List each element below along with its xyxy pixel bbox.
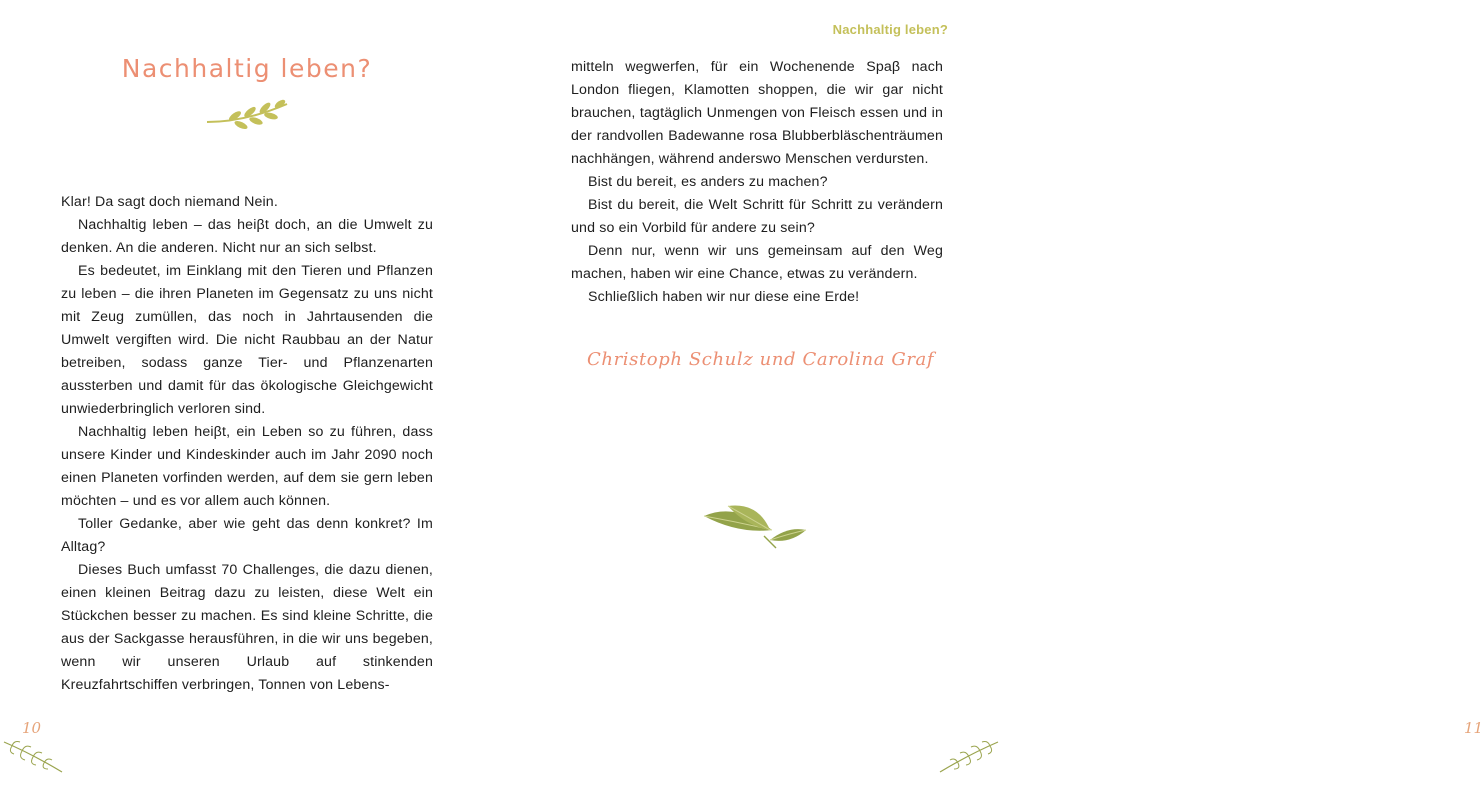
wheat-sprig-icon <box>205 98 291 132</box>
paragraph: Nachhaltig leben heiβt, ein Leben so zu führen, dass unsere Kinder und Kindeskinder auch im Jahr 2090 noch einen Planeten vorfinden werden, auf dem sie gern leben möchten – und es vor allem auch können. <box>61 424 433 509</box>
chapter-title: Nachhaltig leben? <box>121 54 373 83</box>
paragraph: Es bedeutet, im Einklang mit den Tieren und Pflanzen zu leben – die ihren Planeten im Gegensatz zu uns nicht mit Zeug zumüllen, das noch in Jahrtausenden die Umwelt vergiften wird. Die nicht Raubbau an der Natur betreiben, sodass ganze Tier- und Pflanzenarten aussterben und damit für das ökologische Gleichgewicht unwiederbringlich verloren sind. <box>61 263 433 417</box>
author-signature: Christoph Schulz und Carolina Graf <box>587 349 935 370</box>
left-body-text <box>61 191 433 697</box>
paragraph: Nachhaltig leben – das heiβt doch, an die Umwelt zu denken. An die anderen. Nicht nur an sich selbst. <box>61 217 433 256</box>
paragraph: Klar! Da sagt doch niemand Nein. <box>61 194 278 210</box>
corner-sprig-icon <box>2 738 64 774</box>
paragraph: Denn nur, wenn wir uns gemeinsam auf den Weg machen, haben wir eine Chance, etwas zu verändern. <box>571 243 943 282</box>
paragraph: Schließlich haben wir nur diese eine Erde! <box>588 289 860 305</box>
page-number-left: 10 <box>22 719 42 737</box>
paragraph: Bist du bereit, die Welt Schritt für Schritt zu verändern und so ein Vorbild für andere zu sein? <box>571 197 943 236</box>
page-number-right: 11 <box>1464 719 1483 737</box>
paragraph: mitteln wegwerfen, für ein Wochenende Spaβ nach London fliegen, Klamotten shoppen, die wir gar nicht brauchen, tagtäglich Unmengen von Fleisch essen und in der randvollen Badewanne rosa Blubberbläschenträumen nachhängen, während anderswo Menschen verdursten. <box>571 59 943 167</box>
right-body-text <box>571 56 943 309</box>
left-page <box>0 0 500 800</box>
running-head: Nachhaltig leben? <box>832 22 948 37</box>
corner-sprig-icon <box>938 738 1000 774</box>
paragraph: Bist du bereit, es anders zu machen? <box>588 174 828 190</box>
paragraph: Toller Gedanke, aber wie geht das denn konkret? Im Alltag? <box>61 516 433 555</box>
paragraph: Dieses Buch umfasst 70 Challenges, die dazu dienen, einen kleinen Beitrag dazu zu leisten, diese Welt ein Stückchen besser zu machen. Es sind kleine Schritte, die aus der Sackgasse herausführen, in die wir uns begeben, wenn wir unseren Urlaub auf stinkenden Kreuzfahrtschiffen verbringen, Tonnen von Lebens- <box>61 562 433 693</box>
leaves-icon <box>700 500 810 554</box>
